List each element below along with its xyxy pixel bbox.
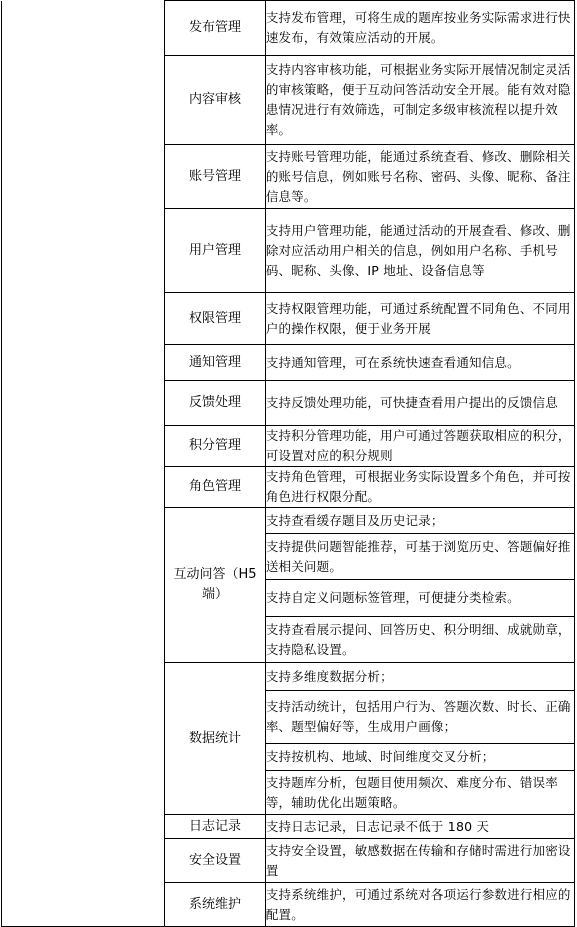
feature-description: 支持系统维护，可通过系统对各项运行参数进行相应的配置。 [265, 883, 574, 927]
feature-description: 支持安全设置，敏感数据在传输和存储时需进行加密设置 [265, 839, 574, 883]
feature-description: 支持活动统计，包括用户行为、答题次数、时长、正确率、题型偏好等，生成用户画像； [265, 691, 574, 744]
feature-description: 支持自定义问题标签管理，可便捷分类检索。 [265, 580, 574, 617]
feature-description: 支持权限管理功能，可通过系统配置不同角色、不同用户的操作权限，便于业务开展 [265, 293, 574, 345]
feature-description: 支持日志记录，日志记录不低于 180 天 [265, 815, 574, 839]
feature-name: 积分管理 [165, 426, 266, 467]
feature-description: 支持查看缓存题目及历史记录； [265, 508, 574, 534]
feature-description: 支持题库分析，包题目使用频次、难度分布、错误率等，辅助优化出题策略。 [265, 771, 574, 815]
feature-description: 支持多维度数据分析； [265, 663, 574, 691]
feature-name: 互动问答（H5端） [165, 508, 266, 663]
feature-description: 支持反馈处理功能，可快捷查看用户提出的反馈信息 [265, 381, 574, 426]
feature-name: 反馈处理 [165, 381, 266, 426]
feature-name: 系统维护 [165, 883, 266, 927]
feature-description: 支持通知管理，可在系统快速查看通知信息。 [265, 345, 574, 381]
feature-name: 用户管理 [165, 209, 266, 293]
feature-description: 支持按机构、地域、时间维度交叉分析； [265, 744, 574, 771]
feature-name: 通知管理 [165, 345, 266, 381]
feature-description: 支持积分管理功能，用户可通过答题获取相应的积分，可设置对应的积分规则 [265, 426, 574, 467]
feature-name: 安全设置 [165, 839, 266, 883]
feature-name: 内容审核 [165, 56, 266, 145]
feature-description: 支持账号管理功能，能通过系统查看、修改、删除相关的账号信息，例如账号名称、密码、头像、昵称、备注信息等。 [265, 145, 574, 209]
feature-name: 账号管理 [165, 145, 266, 209]
table-row [2, 1, 575, 56]
feature-description: 支持内容审核功能，可根据业务实际开展情况制定灵活的审核策略，便于互动问答活动安全开展。能有效对隐患情况进行有效筛选，可制定多级审核流程以提升效率。 [265, 56, 574, 145]
feature-description: 支持角色管理，可根据业务实际设置多个角色，并可按角色进行权限分配。 [265, 467, 574, 508]
feature-name: 数据统计 [165, 663, 266, 815]
feature-name: 发布管理 [165, 1, 266, 56]
feature-description: 支持提供问题智能推荐，可基于浏览历史、答题偏好推送相关问题。 [265, 534, 574, 580]
feature-name: 权限管理 [165, 293, 266, 345]
feature-description: 支持发布管理，可将生成的题库按业务实际需求进行快速发布，有效策应活动的开展。 [265, 1, 574, 56]
feature-name: 角色管理 [165, 467, 266, 508]
blank-left-column [2, 1, 165, 927]
feature-description: 支持用户管理功能，能通过活动的开展查看、修改、删除对应活动用户相关的信息，例如用户名称、手机号码、昵称、头像、IP 地址、设备信息等 [265, 209, 574, 293]
feature-name: 日志记录 [165, 815, 266, 839]
feature-spec-table [1, 0, 575, 927]
feature-description: 支持查看展示提问、回答历史、积分明细、成就勋章，支持隐私设置。 [265, 617, 574, 663]
